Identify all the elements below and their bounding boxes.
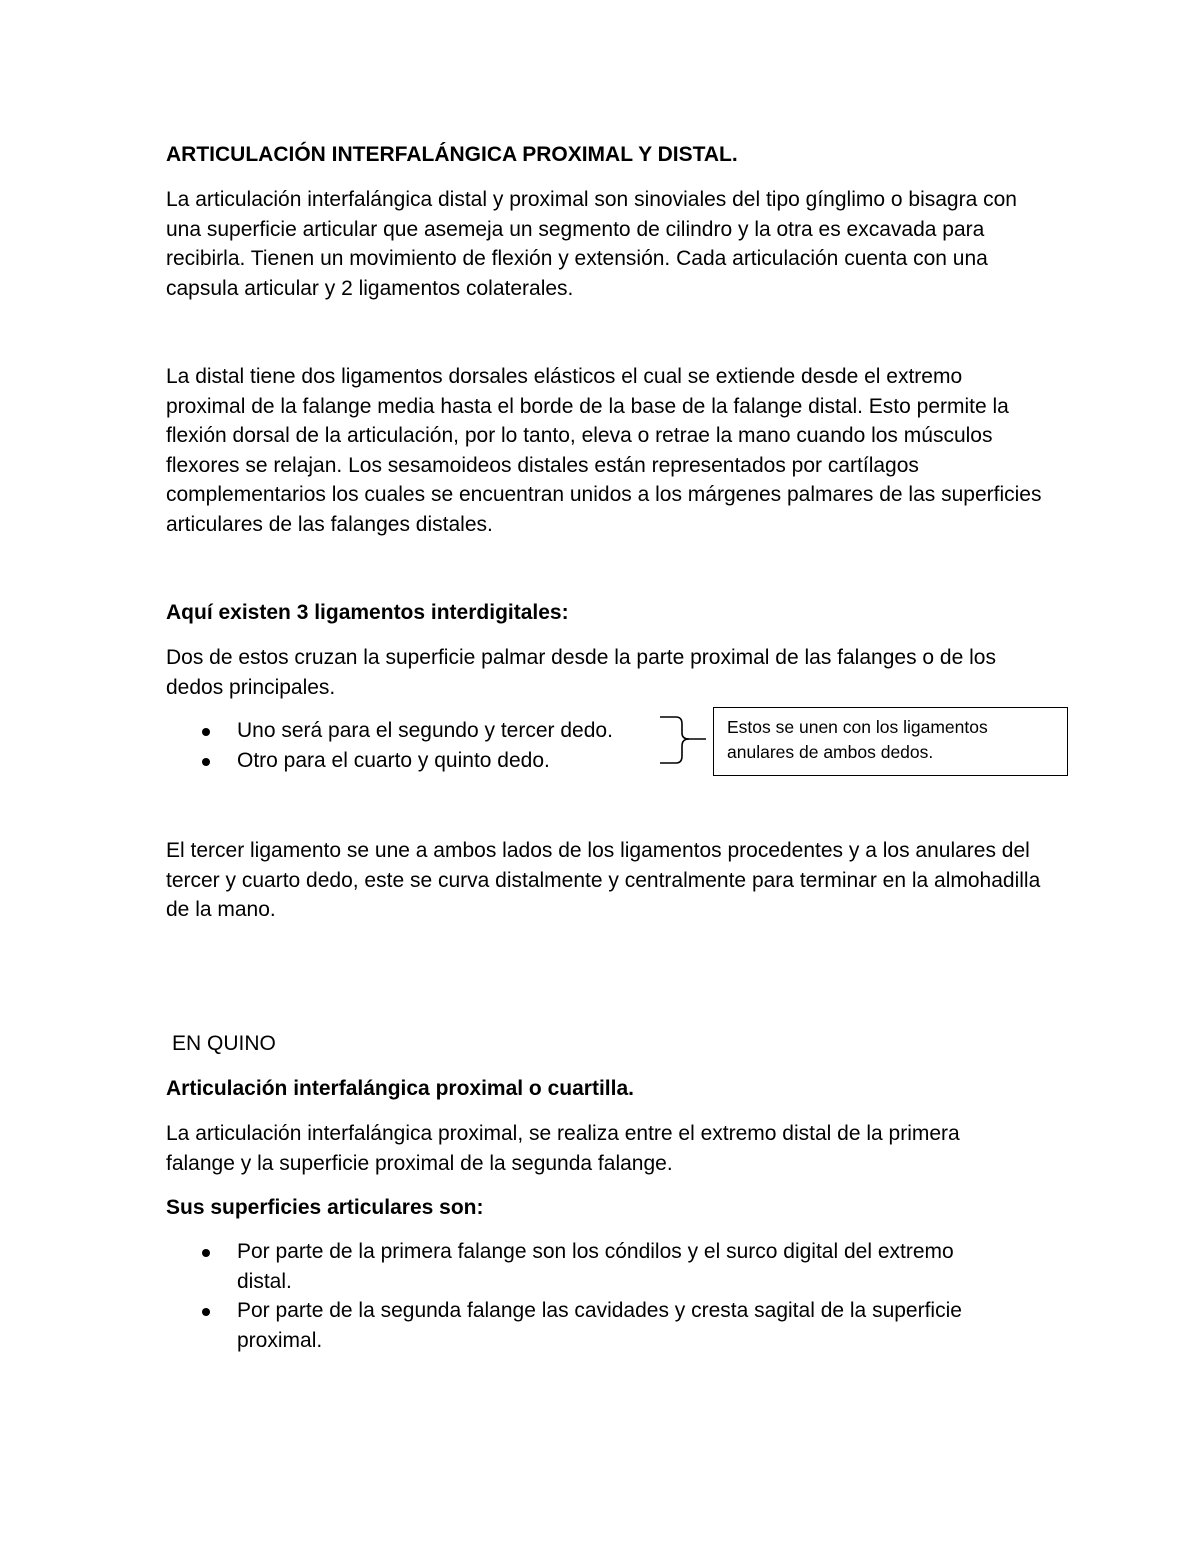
surfaces-bullet-list — [166, 1237, 966, 1355]
list-item: Otro para el cuarto y quinto dedo. — [166, 746, 613, 776]
quino-heading: EN QUINO — [172, 1032, 276, 1055]
quino-subheading: Articulación interfalángica proximal o cuartilla. — [166, 1077, 634, 1100]
distal-paragraph: La distal tiene dos ligamentos dorsales elásticos el cual se extiende desde el extremo proximal de la falange media hasta el borde de la base de la falange distal. Esto permite la flexión dorsal de la articulación, por lo tanto, eleva o retrae la mano cuando los músculos flexores se relajan. Los sesamoideos distales están representados por cartílagos complementarios los cuales se encuentran unidos a los márgenes palmares de las superficies articulares de las falanges distales. — [166, 365, 1042, 536]
callout-box: Estos se unen con los ligamentos anulares de ambos dedos. — [713, 707, 1068, 776]
list-item: Por parte de la segunda falange las cavidades y cresta sagital de la superficie proximal. — [166, 1296, 966, 1355]
list-item: Por parte de la primera falange son los cóndilos y el surco digital del extremo distal. — [166, 1237, 966, 1296]
interdigital-paragraph: Dos de estos cruzan la superficie palmar desde la parte proximal de las falanges o de los dedos principales. — [166, 646, 996, 699]
curly-brace-icon — [658, 714, 710, 766]
document-title: ARTICULACIÓN INTERFALÁNGICA PROXIMAL Y DISTAL. — [166, 143, 738, 166]
third-ligament-paragraph: El tercer ligamento se une a ambos lados de los ligamentos procedentes y a los anulares del tercer y cuarto dedo, este se curva distalmente y centralmente para terminar en la almohadilla de la mano. — [166, 839, 1041, 921]
interdigital-heading: Aquí existen 3 ligamentos interdigitales: — [166, 601, 569, 624]
intro-paragraph: La articulación interfalángica distal y proximal son sinoviales del tipo gínglimo o bisagra con una superficie articular que asemeja un segmento de cilindro y la otra es excavada para recibirla. Tienen un movimiento de flexión y extensión. Cada articulación cuenta con una capsula articular y 2 ligamentos colaterales. — [166, 188, 1017, 300]
surfaces-heading: Sus superficies articulares son: — [166, 1196, 484, 1219]
list-item: Uno será para el segundo y tercer dedo. — [166, 716, 613, 746]
interdigital-bullet-list — [166, 716, 613, 775]
quino-paragraph: La articulación interfalángica proximal, se realiza entre el extremo distal de la primera falange y la superficie proximal de la segunda falange. — [166, 1122, 960, 1175]
